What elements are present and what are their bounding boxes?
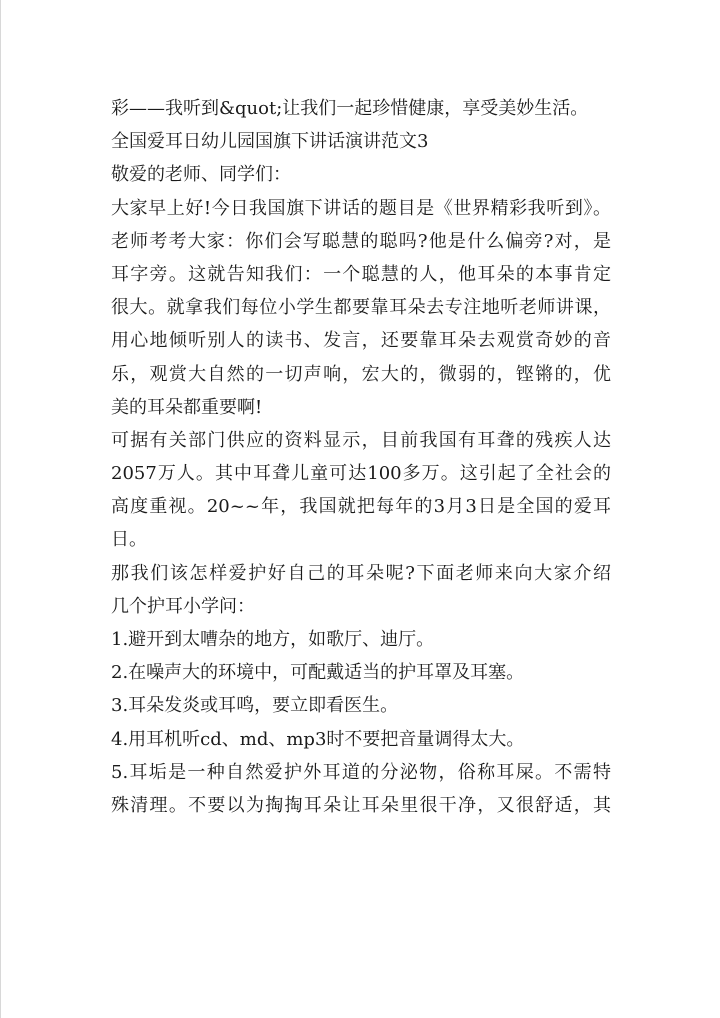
text-line: 几个护耳小学问：	[111, 595, 255, 617]
salutation: 敬爱的老师、同学们：	[111, 164, 291, 186]
text-line: 殊清理。不要以为掏掏耳朵让耳朵里很干净，又很舒适，其	[111, 794, 611, 816]
text-line: 2057万人。其中耳聋儿童可达100多万。这引起了全社会的	[111, 463, 611, 485]
text-line: 很大。就拿我们每位小学生都要靠耳朵去专注地听老师讲课，	[111, 297, 611, 319]
text-line: 那我们该怎样爱护好自己的耳朵呢?下面老师来向大家介绍	[111, 562, 611, 584]
text-line: 美的耳朵都重要啊!	[111, 396, 263, 418]
text-line: 乐，观赏大自然的一切声响，宏大的，微弱的，铿锵的，优	[111, 363, 611, 385]
text-line: 彩——我听到&quot;让我们一起珍惜健康，享受美妙生活。	[111, 98, 589, 119]
list-item: 2.在噪声大的环境中，可配戴适当的护耳罩及耳塞。	[111, 662, 525, 684]
section-title: 全国爱耳日幼儿园国旗下讲话演讲范文3	[111, 131, 429, 153]
list-item: 3.耳朵发炎或耳鸣，要立即看医生。	[111, 695, 399, 717]
text-line: 耳字旁。这就告知我们：一个聪慧的人，他耳朵的本事肯定	[111, 263, 611, 285]
text-line: 老师考考大家：你们会写聪慧的聪吗?他是什么偏旁?对，是	[111, 230, 611, 252]
text-line: 可据有关部门供应的资料显示，目前我国有耳聋的残疾人达	[111, 429, 611, 451]
list-item: 5.耳垢是一种自然爱护外耳道的分泌物，俗称耳屎。不需特	[111, 761, 611, 783]
document-body	[111, 92, 611, 822]
text-line: 用心地倾听别人的读书、发言，还要靠耳朵去观赏奇妙的音	[111, 330, 611, 352]
text-line: 日。	[111, 529, 147, 551]
list-item: 4.用耳机听cd、md、mp3时不要把音量调得太大。	[111, 728, 525, 750]
text-line: 高度重视。20~~年，我国就把每年的3月3日是全国的爱耳	[111, 496, 611, 518]
list-item: 1.避开到太嘈杂的地方，如歌厅、迪厅。	[111, 629, 435, 650]
text-line: 大家早上好!今日我国旗下讲话的题目是《世界精彩我听到》。	[111, 197, 611, 219]
